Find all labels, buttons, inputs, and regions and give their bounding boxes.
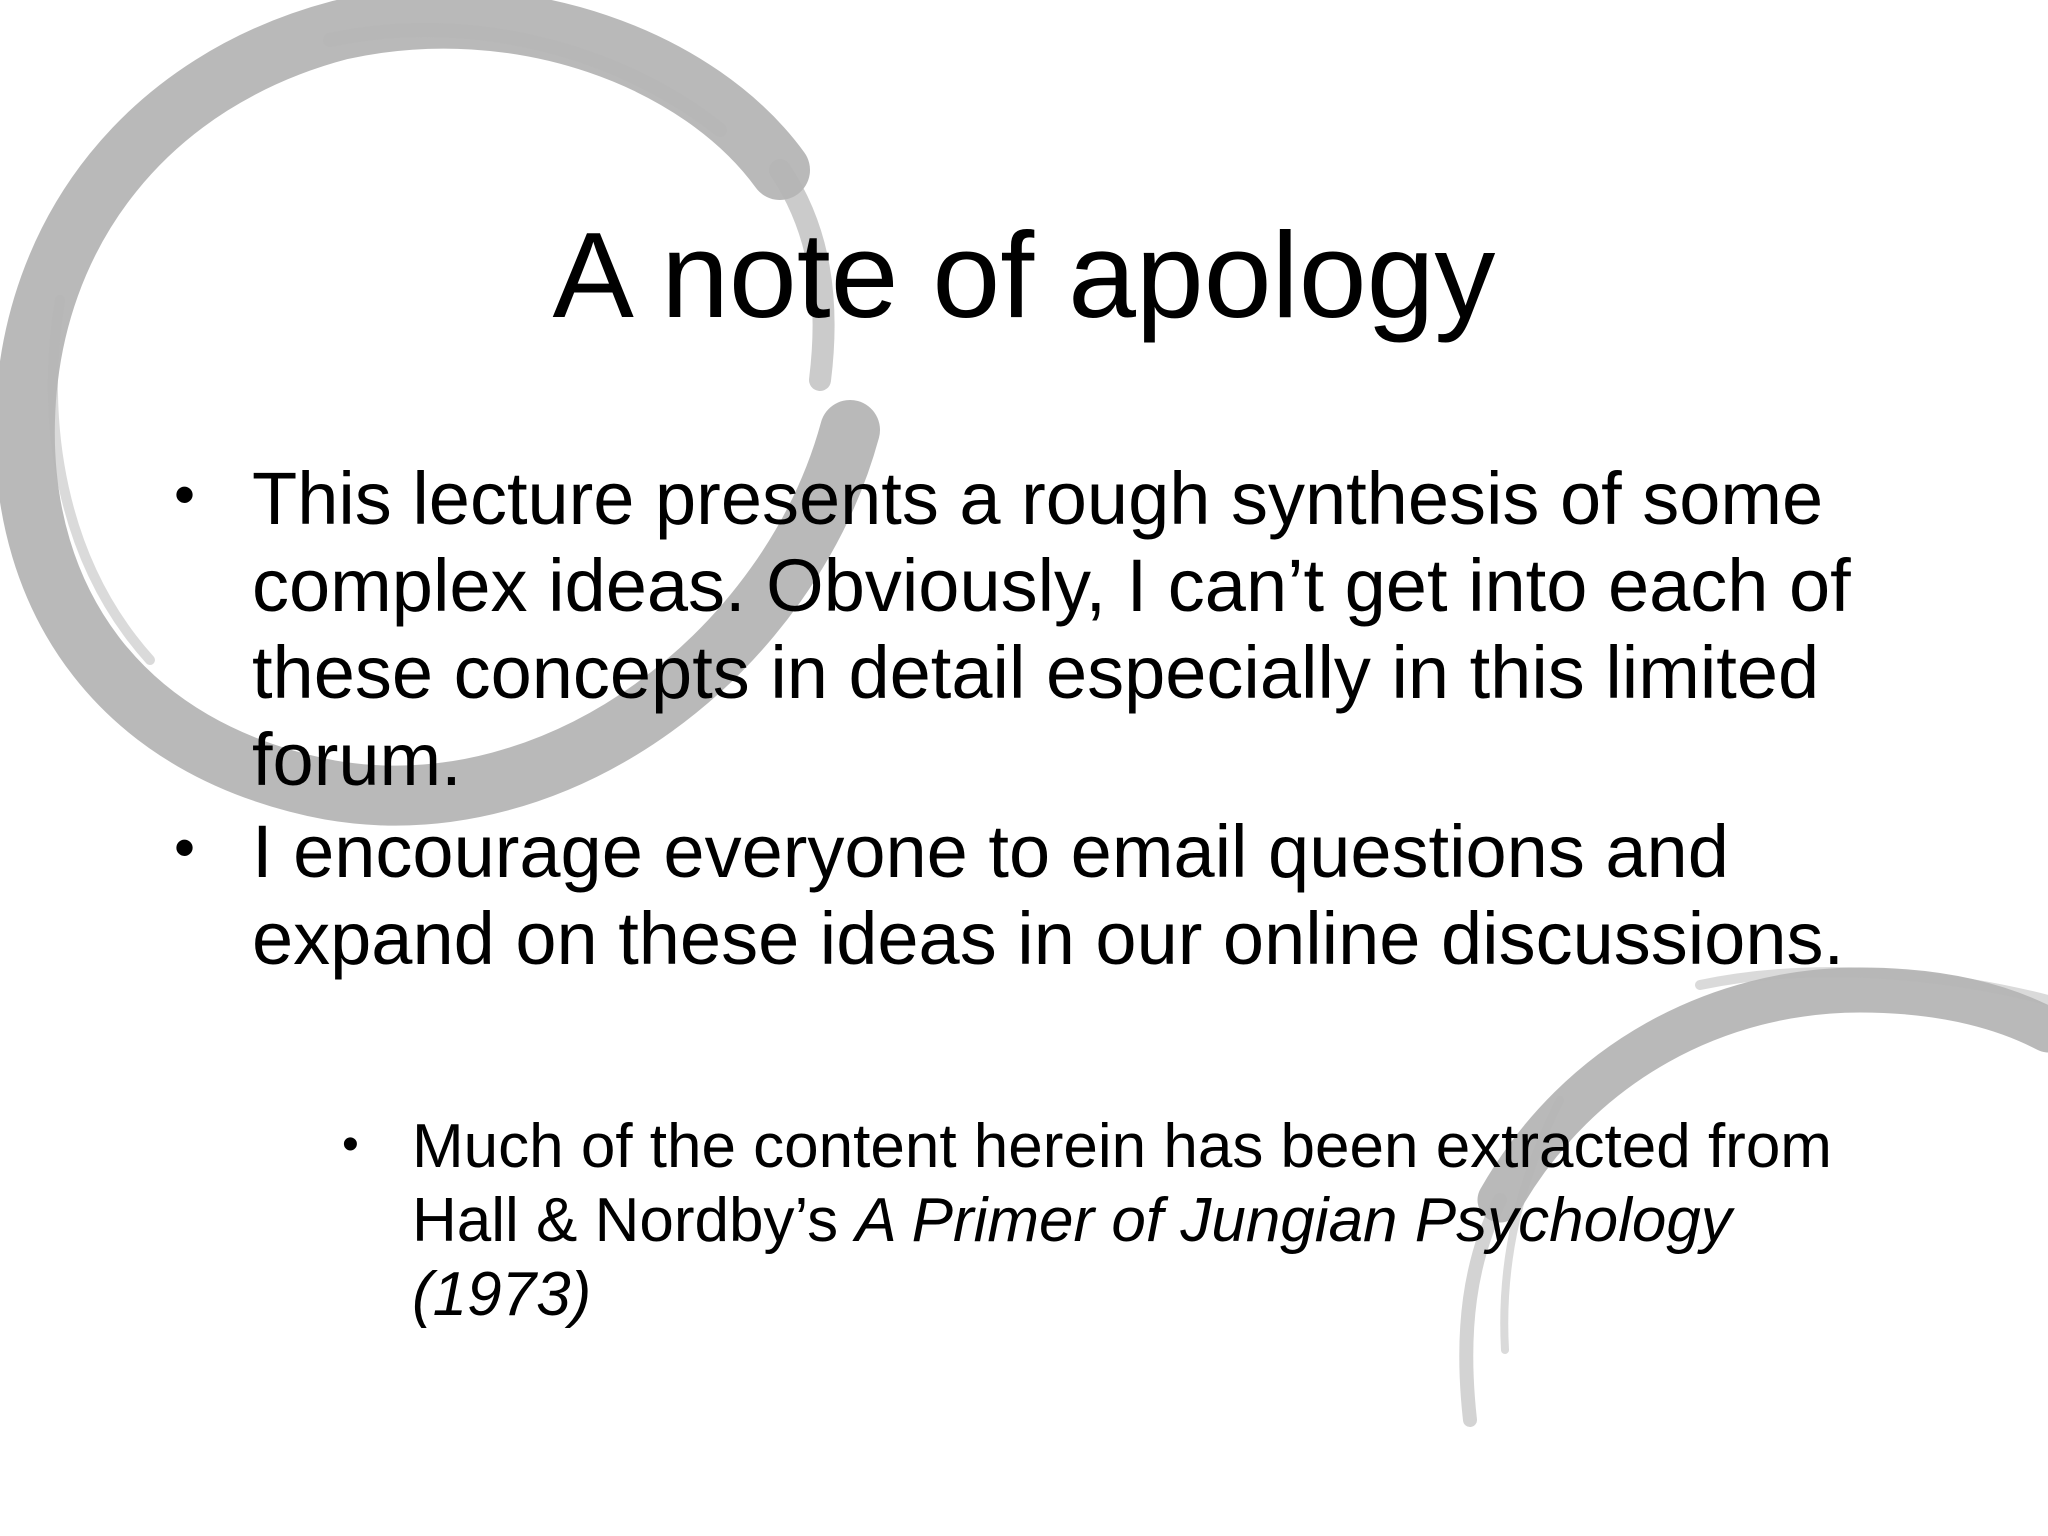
bullet-icon: • xyxy=(174,461,196,528)
slide-content xyxy=(170,455,1890,987)
sub-bullet-text: Much of the content herein has been extracted from Hall & Nordby’s xyxy=(412,1112,1832,1255)
bullet-item xyxy=(170,808,1890,982)
bullet-text: This lecture presents a rough synthesis of some complex ideas. Obviously, I can’t get into each of these concepts in detail especially in this limited forum. xyxy=(252,457,1851,801)
sub-bullet-icon: • xyxy=(342,1118,359,1171)
bullet-icon: • xyxy=(174,814,196,881)
slide-title: A note of apology xyxy=(552,207,1496,343)
book-title: A Primer of Jungian Psychology (1973) xyxy=(412,1186,1732,1329)
bullet-item xyxy=(170,455,1890,803)
bullet-text: I encourage everyone to email questions and expand on these ideas in our online discussions. xyxy=(252,810,1845,980)
sub-bullet-item xyxy=(342,1110,1912,1332)
